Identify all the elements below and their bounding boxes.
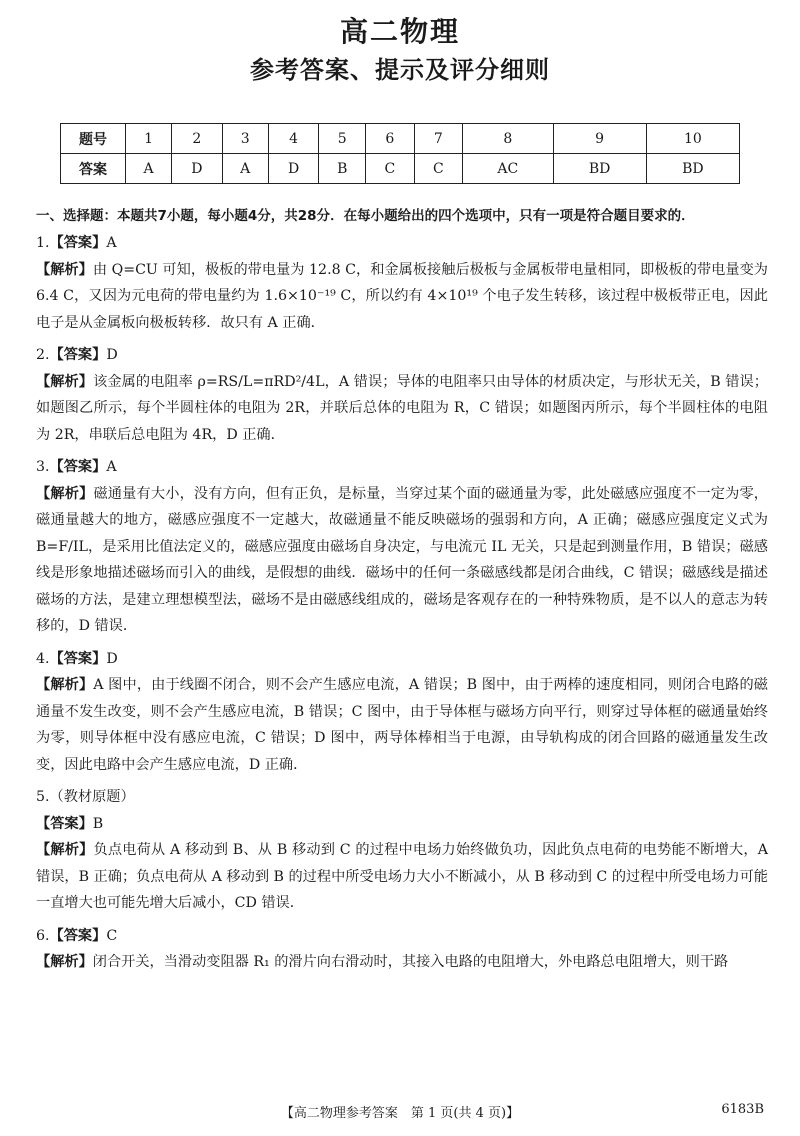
answer-value: A [106,459,117,475]
question-number-cell: 5 [319,124,366,154]
answer-table [60,123,740,184]
question-answer [36,923,768,950]
question-number-cell: 8 [463,124,553,154]
question-number: 6. [36,927,50,944]
section-heading: 一、选择题：本题共7小题，每小题4分，共28分．在每小题给出的四个选项中，只有一项是符合题目要求的． [36,208,695,224]
question-explanation [36,481,768,640]
question-number-cell: 3 [222,124,268,154]
question-number-cell: 6 [366,124,415,154]
page-subtitle: 参考答案、提示及评分细则 [250,56,550,84]
answer-cell: D [268,154,319,184]
answer-tag: 【答案】 [49,347,107,363]
explanation-tag: 【解析】 [36,485,94,502]
explanation-text: 由 Q=CU 可知，极板的带电量为 12.8 C，和金属板接触后极板与金属板带电量相同，即极板的带电量变为 6.4 C，又因为元电荷的带电量约为 1.6×10⁻¹⁹ C，所以约有 4×10¹⁹ 个电子发生转移，该过程中极板带正电，因此电子是从金属板向极板转移．故只有 A 正确． [36,261,768,331]
question-answer [36,811,768,838]
footer-page-label: 【高二物理参考答案 第 1 页(共 4 页)】 [280,1106,520,1121]
answer-cell: BD [553,154,646,184]
question-number-cell: 2 [172,124,223,154]
answer-cell: B [319,154,366,184]
explanation-tag: 【解析】 [36,842,94,858]
question-number: 5. [36,789,50,805]
explanation-tag: 【解析】 [36,677,94,693]
answer-value: B [92,815,104,832]
explanation-tag: 【解析】 [36,261,93,278]
question-number: 4. [36,650,50,667]
row-label-answer: 答案 [61,154,126,184]
answer-cell: BD [646,154,739,184]
question-number-note [36,784,768,811]
question-number-cell: 1 [126,124,172,154]
question-number-cell: 10 [646,124,739,154]
answer-cell: A [222,154,268,184]
answer-value: C [106,927,118,944]
answer-tag: 【答案】 [49,927,107,944]
question-explanation [36,257,768,337]
answer-value: D [106,347,118,363]
question-answer [36,230,768,257]
explanation-text: 该金属的电阻率 ρ=RS/L=πRD²/4L，A 错误；导体的电阻率只由导体的材质决定，与形状无关，B 错误；如题图乙所示，每个半圆柱体的电阻为 2R，并联后总体的电阻为 R，C 错误；如题图丙所示，每个半圆柱体的电阻为 2R，串联后总电阻为 4R，D 正确． [36,373,768,443]
answer-row [61,154,740,184]
explanation-text: 磁通量有大小，没有方向，但有正负，是标量，当穿过某个面的磁通量为零，此处磁感应强度不一定为零，磁通量越大的地方，磁感应强度不一定越大，故磁通量不能反映磁场的强弱和方向，A 正确；磁感应强度定义式为 B=F/IL，是采用比值法定义的，磁感应强度由磁场自身决定，与电流元 IL 无关，只是起到测量作用，B 错误；磁感线是形象地描述磁场而引入的曲线，是假想的曲线．磁场中的任何一条磁感线都是闭合曲线，C 错误；磁感线是描述磁场的方法，是建立理想模型法，磁场不是由磁感线组成的，磁场是客观存在的一种特殊物质，是不以人的意志为转移的，D 错误． [36,485,768,634]
question-number-row [61,124,740,154]
question-answer [36,454,768,481]
explanation-text: A 图中，由于线圈不闭合，则不会产生感应电流，A 错误；B 图中，由于两棒的速度相同，则闭合电路的磁通量不发生改变，则不会产生感应电流，B 错误；C 图中，由于导体框与磁场方向平行，则穿过导体框的磁通量始终为零，则导体框中没有感应电流，C 错误；D 图中，两导体棒相当于电源，由导轨构成的闭合回路的磁通量发生改变，因此电路中会产生感应电流，D 正确． [36,677,768,773]
question-explanation [36,672,768,778]
answer-tag: 【答案】 [36,815,93,832]
answer-tag: 【答案】 [49,235,107,251]
question-number: 2. [36,347,50,363]
answer-cell: A [126,154,172,184]
footer-code: 6183B [721,1102,764,1117]
question-answer [36,646,768,673]
row-label-number: 题号 [61,124,126,154]
question-note: （教材原题） [49,789,135,805]
question-explanation [36,949,768,976]
question-number: 3. [36,459,50,475]
answer-cell: C [366,154,415,184]
question-number-cell: 7 [414,124,463,154]
question-number-cell: 9 [553,124,646,154]
page-title: 高二物理 [339,15,460,48]
answer-value: D [106,650,118,667]
answer-explanations [36,230,768,982]
answer-value: A [106,235,117,251]
explanation-tag: 【解析】 [36,373,94,390]
question-number-cell: 4 [268,124,319,154]
answer-cell: AC [463,154,553,184]
question-explanation [36,369,768,449]
explanation-tag: 【解析】 [36,954,93,970]
answer-cell: C [414,154,463,184]
explanation-text: 闭合开关，当滑动变阻器 R₁ 的滑片向右滑动时，其接入电路的电阻增大，外电路总电阻增大，则干路 [92,954,729,970]
answer-cell: D [172,154,223,184]
question-number: 1. [36,235,50,251]
explanation-text: 负点电荷从 A 移动到 B、从 B 移动到 C 的过程中电场力始终做负功，因此负点电荷的电势能不断增大，A 错误，B 正确；负点电荷从 A 移动到 B 的过程中所受电场力大小不断减小，从 B 移动到 C 的过程中所受电场力可能一直增大也可能先增大后减小，CD 错误． [36,842,768,911]
answer-tag: 【答案】 [49,650,107,667]
question-answer [36,342,768,369]
question-explanation [36,837,768,917]
answer-tag: 【答案】 [49,459,107,475]
